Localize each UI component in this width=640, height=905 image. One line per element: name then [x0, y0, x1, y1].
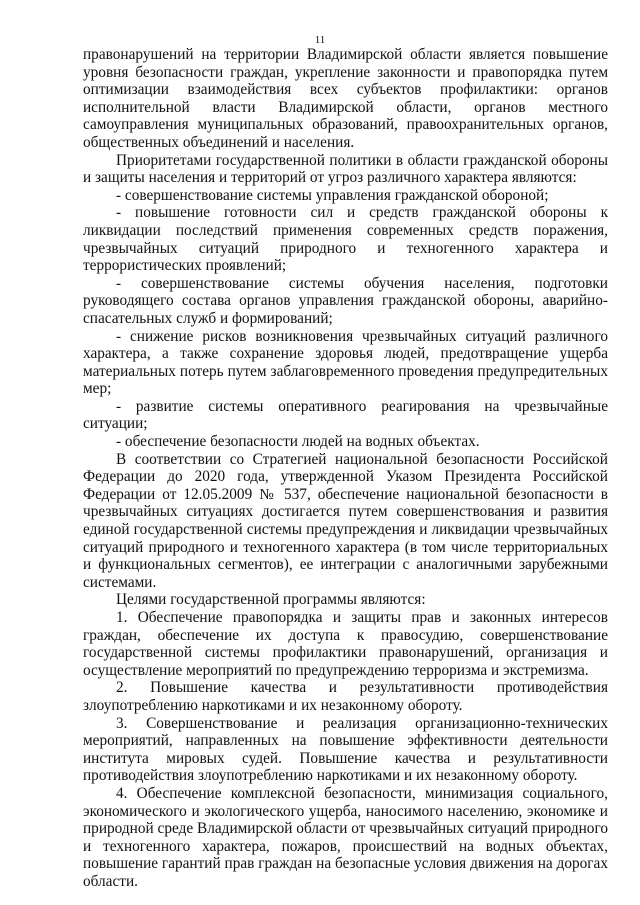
list-item: - совершенствование системы обучения населения, подготовки руководящего состава органов управления гражданской обороны, аварийно-спасательных служб и формирований;	[83, 274, 608, 327]
paragraph: В соответствии со Стратегией национальной безопасности Российской Федерации до 2020 года, утвержденной Указом Президента Российской Федерации от 12.05.2009 № 537, обеспечение национальной безопасности в чрезвычайных ситуациях достигается путем совершенствования и развития единой государственной системы предупреждения и ликвидации чрезвычайных ситуаций природного и техногенного характера (в том числе территориальных и функциональных сегментов), ее интеграции с аналогичными зарубежными системами.	[83, 450, 608, 591]
list-item: - развитие системы оперативного реагирования на чрезвычайные ситуации;	[83, 397, 608, 433]
list-item: - совершенствование системы управления гражданской обороной;	[116, 186, 549, 204]
list-item: - снижение рисков возникновения чрезвычайных ситуаций различного характера, а также сохранение здоровья людей, предотвращение ущерба материальных потерь путем заблаговременного проведения предупредительных мер;	[83, 327, 608, 398]
goal-item: 1. Обеспечение правопорядка и защиты прав и законных интересов граждан, обеспечение их доступа к правосудию, совершенствование государственной системы профилактики правонарушений, организация и осуществление мероприятий по предупреждению терроризма и экстремизма.	[83, 609, 608, 679]
list-item: - обеспечение безопасности людей на водных объектах.	[116, 433, 480, 451]
goal-item: 3. Совершенствование и реализация организационно-технических мероприятий, направленных на повышение эффективности деятельности института мировых судей. Повышение качества и результативности противодействия злоупотреблению наркотиками и их незаконному обороту.	[83, 714, 608, 785]
list-item: - повышение готовности сил и средств гражданской обороны к ликвидации последствий применения современных средств поражения, чрезвычайных ситуаций природного и техногенного характера и террористических проявлений;	[83, 204, 608, 275]
paragraph: правонарушений на территории Владимирской области является повышение уровня безопасности граждан, укрепление законности и правопорядка путем оптимизации взаимодействия всех субъектов профилактики: органов исполнительной власти Владимирской области, органов местного самоуправления муниципальных образований, правоохранительных органов, общественных объединений и населения.	[83, 46, 608, 151]
document-body	[83, 46, 608, 891]
goal-item: 4. Обеспечение комплексной безопасности, минимизация социального, экономического и экологического ущерба, наносимого населению, экономике и природной среде Владимирской области от чрезвычайных ситуаций природного и техногенного характера, пожаров, происшествий на водных объектах, повышение гарантий прав граждан на безопасные условия движения на дорогах области.	[83, 784, 608, 890]
paragraph: Целями государственной программы являются:	[116, 591, 426, 609]
goal-item: 2. Повышение качества и результативности противодействия злоупотреблению наркотиками и их незаконному обороту.	[83, 679, 608, 714]
paragraph: Приоритетами государственной политики в области гражданской обороны и защиты населения и территорий от угроз различного характера являются:	[83, 151, 608, 187]
page-number: 11	[314, 34, 326, 46]
